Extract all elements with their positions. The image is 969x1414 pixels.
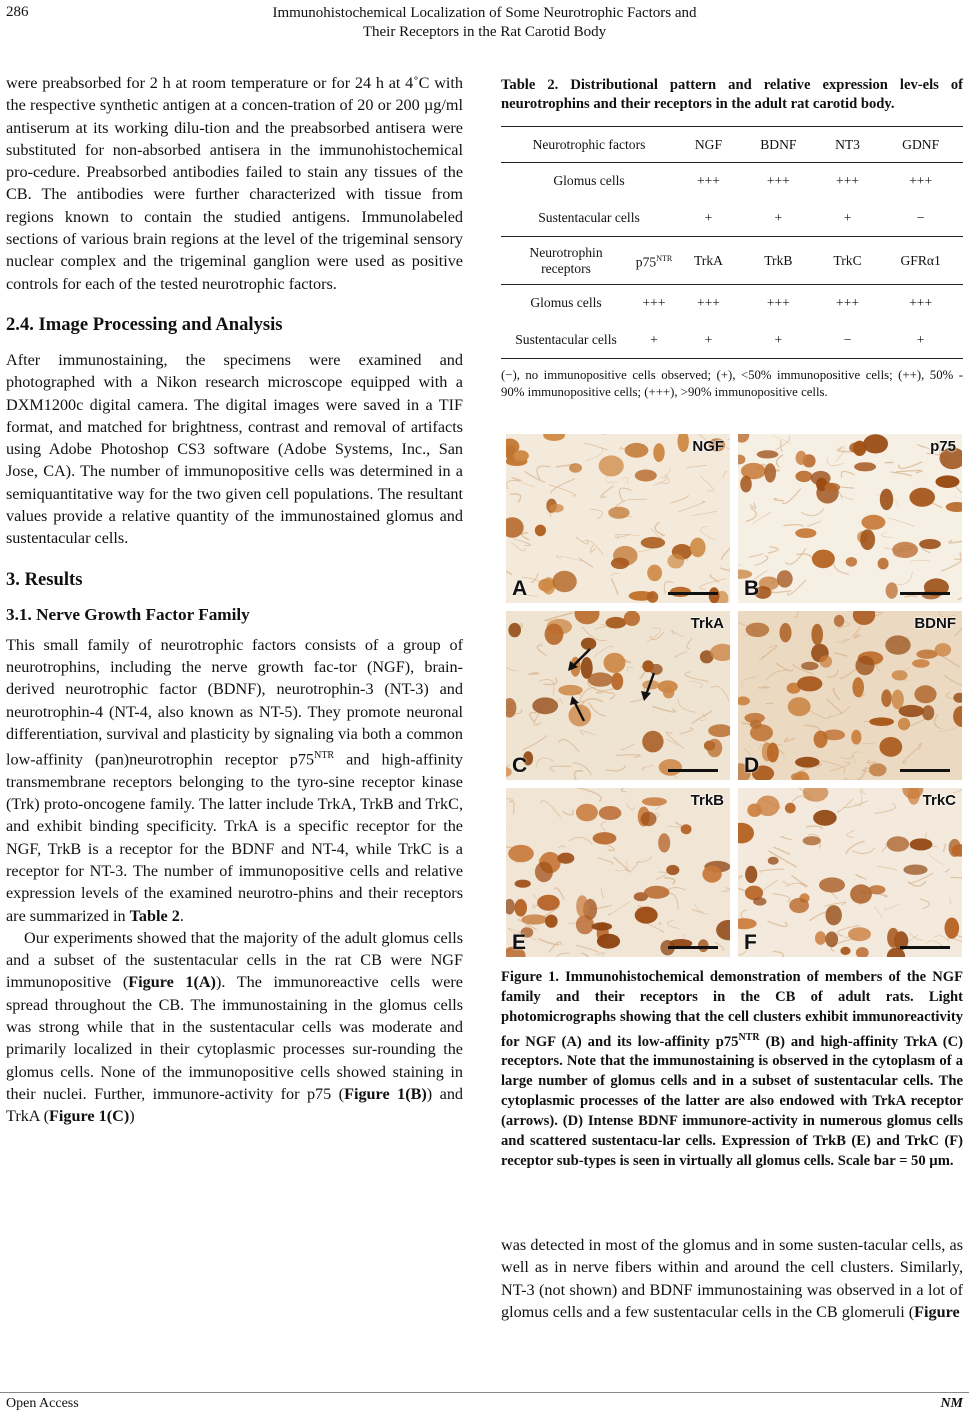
panel-label: TrkB [690,792,724,809]
section-heading-2-4: 2.4. Image Processing and Analysis [6,313,283,335]
paragraph-ngf-family [6,634,463,927]
table-header-cell: NGF [677,127,740,163]
text-run: p75 [635,254,657,270]
scale-bar [900,946,950,949]
running-title [120,4,849,42]
open-access-label: Open Access [6,1396,79,1411]
table-cell: + [843,209,852,225]
table-row [501,322,963,359]
panel-letter: F [744,931,757,954]
panel-b-micrograph [738,434,962,603]
panel-a-micrograph [506,434,730,603]
arrow-icon [572,649,590,667]
left-column [6,72,463,1128]
panel-letter: D [744,754,760,777]
page-header [0,2,969,44]
table-row [501,200,963,237]
paragraph-antibody-controls: were preabsorbed for 2 h at room temperature or for 24 h at 4˚C with the respective synthetic antigen at a concen-tration of 20 or 200 µg/ml antiserum at its working dilu-tion and the preabsorbed antisera were substituted for non-absorbed antisera in the immunohistochemical pro-cedure. Preabsorbed antibodies failed to stain any tissues of the CB. The antibodies were further characterized with tissue from regions known to contain the studied antigens. Immunolabeled sections of various brain regions at the level of the trigeminal sensory nuclear complex and the trigeminal ganglion were used as positive controls for each of the tested neurotrophic factors. [6,74,463,293]
text-run: (B) and high-affinity TrkA (C) receptors. Note that the immunostaining is observed in the cytoplasm of a large number of glomus cells and in a subset of sustentacular cells. The cytoplasmic processes of the latter are also endowed with TrkA receptor (arrows). (D) Intense BDNF immunore-activity in numerous glomus cells and scattered sustentacu-lar cells. Expression of TrkB (E) and TrkC (F) receptor sub-types is seen in virtually all glomus cells. Scale bar = 50 µm. [501,1033,963,1170]
subsection-heading-3-1: 3.1. Nerve Growth Factor Family [6,604,250,624]
table-header-cell: BDNF [740,127,817,163]
panel-label: TrkA [690,615,724,632]
table-footnote: (−), no immunopositive cells observed; (+), <50% immunopositive cells; (++), 50% - 90% immunopositive cells; (+++), >90% immunopositive cells. [501,368,963,399]
table-cell: + [704,209,713,225]
arrow-icon [574,701,584,721]
micrograph-image [506,788,730,957]
table-cell: + [631,322,677,359]
micrograph-image [738,434,962,603]
table-cell: + [740,322,817,359]
micrograph-image [738,611,962,780]
paragraph-experiments [6,927,463,1128]
table-cell: +++ [642,295,666,311]
table-row-label: Sustentacular cells [538,209,640,225]
table-cell: − [916,209,925,225]
arrowhead-icon [641,691,651,701]
table-subheader-cell: GFRα1 [878,237,963,285]
table-subheader-cell: TrkB [740,237,817,285]
figure-reference: Figure 1(C) [49,1107,130,1126]
table-header-cell: Neurotrophic factors [501,127,677,163]
table-header-cell: NT3 [817,127,879,163]
panel-label: TrkC [922,792,956,809]
table-cell: +++ [836,173,860,189]
panel-letter: A [512,577,528,600]
scale-bar [668,946,718,949]
table-row [501,163,963,200]
superscript: NTR [656,253,673,263]
table-row [501,285,963,322]
panel-letter: E [512,931,527,954]
panel-f-micrograph [738,788,962,957]
text-run: was detected in most of the glomus and in some susten-tacular cells, as well as in nerve fibers within and around the cell clusters. Similarly, NT-3 (not shown) and BDNF immunostaining was observed in a lot of glomus cells and a few sustentacular cells in the CB glomeruli ( [501,1236,963,1321]
table-cell: + [677,322,740,359]
table-cell: +++ [766,173,790,189]
table-cell: +++ [696,173,720,189]
table-subheader-cell: TrkC [817,237,879,285]
table-cell: +++ [836,295,860,311]
table-header-cell: GDNF [878,127,963,163]
right-column [501,72,963,401]
table-cell: + [878,322,963,359]
table-2 [501,126,963,359]
page-number: 286 [6,4,29,20]
table-subheader-row [501,237,963,285]
table-row-label: Glomus cells [553,173,625,189]
figure-reference: Figure 1(B) [344,1084,427,1103]
text-run: ) and TrkA ( [6,1084,464,1126]
page-footer [0,1392,969,1412]
text-run: This small family of neurotrophic factors consists of a group of neurotrophins, including the nerve growth fac-tor (NGF), brain-derived neurotrophic factor (BDNF), neurotrophin-3 (NT-3) and neurotrophin-4 (NT-4, also known as NT-5). They promote neuronal differentiation, survival and plasticity by signaling via both a common low-affinity (pan)neurotrophin receptor p75 [6,635,463,769]
scale-bar [668,769,718,772]
text-run: Figure 1. Immunohistochemical demonstration of members of the NGF family and their receptors in the CB of adult rats. Light photomicrographs showing that the cell clusters exhibit immunoreactivity for NGF (A) and its low-affinity p75 [501,969,963,1050]
table-cell: +++ [766,295,790,311]
micrograph-image [738,788,962,957]
micrograph-image [506,434,730,603]
panel-letter: B [744,577,760,600]
table-caption: Table 2. Distributional pattern and relative expression lev-els of neurotrophins and their receptors in the adult rat carotid body. [501,77,963,112]
text-run: Our experiments showed that the majority of the adult glomus cells and a subset of the sustentacular cells in the rat CB were NGF immunopositive ( [6,928,463,992]
panel-e-micrograph [506,788,730,957]
figure-reference: Figure 1(A) [128,973,216,992]
running-title-line1: Immunohistochemical Localization of Some Neurotrophic Factors and [272,5,697,21]
table-cell: +++ [909,295,933,311]
scale-bar [668,592,718,595]
panel-label: BDNF [914,615,956,632]
arrow-annotations [506,611,730,780]
table-reference: Table 2 [129,906,180,925]
table-row-label: Glomus cells [530,295,602,311]
figure-reference: Figure [914,1302,960,1321]
panel-label: NGF [692,438,724,455]
paragraph-image-processing: After immunostaining, the specimens were examined and photographed with a Nikon research microscope equipped with a DXM1200c digital camera. The digital images were saved in a TIF format, and matched for brightness, contrast and removal of artifacts using Adobe Photoshop CS3 software (Adobe Systems, Inc., San Jose, CA). The number of immunopositive cells was determined in a semiquantitative way for the two given cell populations. The resultant values provide a relative quantity of the immunostained glomus and sustentacular cells. [6,350,463,548]
superscript: NTR [738,1031,760,1043]
arrow-icon [646,673,654,695]
table-row-label: Sustentacular cells [501,322,631,359]
table-cell: +++ [909,173,933,189]
section-heading-results: 3. Results [6,568,83,590]
text-run: ). The immunoreactive cells were spread throughout the CB. The immunostaining in the glomus cells was strong while that in the sustentacular cells was moderate and primarily localized in their cytoplasmic processes sur-rounding the glomus cells. None of the immunopositive cells showed staining in their nuclei. Further, immunore-activity for p75 ( [6,973,463,1103]
table-cell: − [817,322,879,359]
running-title-line2: Their Receptors in the Rat Carotid Body [362,24,607,40]
panel-letter: C [512,754,528,777]
scale-bar [900,769,950,772]
figure-caption [501,968,963,1172]
text-run: and high-affinity transmembrane receptors belonging to the tyro-sine receptor kinase (Trk) proto-oncogene family. The latter include TrkA, TrkB and TrkC, and exhibit binding specificity. TrkA is a specific receptor for the NGF, TrkB is a receptor for the BDNF and NT-4, while TrkC is a receptor for NT-3. The number of immunopositive cells and relative expression levels of the examined neurotro-phins and their receptors are summarized in [6,750,463,925]
table-cell: +++ [696,295,720,311]
arrowhead-icon [570,696,579,705]
text-run: ) [129,1107,135,1126]
table-subheader-cell: TrkA [677,237,740,285]
panel-c-micrograph [506,611,730,780]
panel-d-micrograph [738,611,962,780]
text-run: . [179,906,184,925]
table-cell: + [774,209,783,225]
paragraph-continued [501,1234,963,1323]
table-header-row [501,127,963,163]
superscript: NTR [314,750,335,762]
journal-abbreviation: NM [940,1396,963,1411]
scale-bar [900,592,950,595]
table-subheader-cell [631,237,677,285]
table-subheader-label: Neurotrophin receptors [501,237,631,285]
figure-1 [506,434,962,957]
right-column-continuation [501,1234,963,1323]
panel-label: p75 [930,438,956,455]
